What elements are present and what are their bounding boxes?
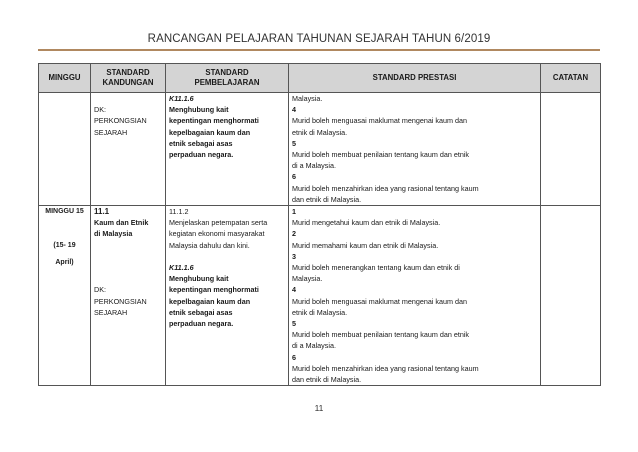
row2-date-line2: April) <box>55 258 74 266</box>
row1-dk-line1: PERKONGSIAN <box>94 116 147 126</box>
row2-pr-line: di a Malaysia. <box>292 341 336 351</box>
title-underline <box>38 49 600 51</box>
page-number: 11 <box>314 403 324 413</box>
row1-standard-kandungan <box>91 93 166 206</box>
rpt-table <box>38 63 601 386</box>
row1-sp-line: Menghubung kait <box>169 105 229 115</box>
row1-catatan <box>541 93 601 206</box>
row1-pr-level: 6 <box>292 172 296 182</box>
header-standard-prestasi: STANDARD PRESTASI <box>289 64 541 93</box>
header-catatan: CATATAN <box>541 64 601 93</box>
row2-minggu <box>39 206 91 386</box>
row1-minggu <box>39 93 91 206</box>
row2-sp-b-line: Menghubung kait <box>169 274 229 284</box>
row2-pr-line: Malaysia. <box>292 274 323 284</box>
row1-pr-level: 5 <box>292 138 296 148</box>
table-row <box>39 206 601 386</box>
row2-sk-title-line2: di Malaysia <box>94 229 133 239</box>
row1-pr-line: dan etnik di Malaysia. <box>292 194 362 204</box>
row1-pr-line: di a Malaysia. <box>292 161 336 171</box>
row1-pr-line: Murid boleh menguasai maklumat mengenai kaum dan <box>292 116 467 126</box>
row2-dk-line2: SEJARAH <box>94 307 128 317</box>
header-sp-line1: STANDARD <box>205 68 249 77</box>
row2-pr-line: Murid boleh membuat penilaian tentang kaum dan etnik <box>292 330 470 340</box>
row2-standard-pembelajaran <box>166 206 289 386</box>
row1-pr-line: Malaysia. <box>292 94 323 103</box>
row1-sp-line: etnik sebagai asas <box>169 138 233 148</box>
row2-sp-b-line: etnik sebagai asas <box>169 307 233 317</box>
row1-sp-line: kepentingan menghormati <box>169 116 259 126</box>
table-header-row <box>39 64 601 93</box>
row1-pr-level: 4 <box>292 105 296 115</box>
row2-pr-level: 3 <box>292 251 296 261</box>
row1-sp-line: perpaduan negara. <box>169 150 234 160</box>
row1-sp-line: kepelbagaian kaum dan <box>169 127 251 137</box>
header-sk-line2: KANDUNGAN <box>102 78 154 87</box>
header-minggu: MINGGU <box>39 64 91 93</box>
row2-pr-line: Murid boleh menguasai maklumat mengenai kaum dan <box>292 296 467 306</box>
row2-pr-line: Murid mengetahui kaum dan etnik di Malaysia. <box>292 218 441 228</box>
row2-sp-b-line: perpaduan negara. <box>169 319 234 329</box>
row1-pr-line: etnik di Malaysia. <box>292 127 348 137</box>
row2-pr-line: Murid boleh menzahirkan idea yang rasional tentang kaum <box>292 363 479 373</box>
row2-dk-line1: PERKONGSIAN <box>94 296 147 306</box>
row2-pr-level: 4 <box>292 285 296 295</box>
row2-sp-a-line: Malaysia dahulu dan kini. <box>169 240 250 250</box>
header-standard-kandungan <box>91 64 166 93</box>
row1-standard-prestasi <box>289 93 541 206</box>
row2-sp-code-a: 11.1.2 <box>169 207 189 217</box>
row2-date-line1: (15- 19 <box>53 241 76 249</box>
row1-pr-line: Murid boleh membuat penilaian tentang kaum dan etnik <box>292 150 470 160</box>
row2-pr-level: 1 <box>292 207 296 217</box>
row2-pr-line: Murid boleh menerangkan tentang kaum dan etnik di <box>292 263 460 273</box>
row2-sk-code: 11.1 <box>94 207 110 217</box>
header-sp-line2: PEMBELAJARAN <box>194 78 260 87</box>
row2-catatan <box>541 206 601 386</box>
row2-pr-line: dan etnik di Malaysia. <box>292 375 362 385</box>
header-sk-line1: STANDARD <box>106 68 150 77</box>
row2-sp-a-line: Menjelaskan petempatan serta <box>169 218 268 228</box>
row2-pr-level: 2 <box>292 229 296 239</box>
row1-sp-code: K11.1.6 <box>169 94 194 103</box>
row2-sp-b-line: kepentingan menghormati <box>169 285 259 295</box>
row2-sp-code-b: K11.1.6 <box>169 263 194 273</box>
row2-sp-a-line: kegiatan ekonomi masyarakat <box>169 229 265 239</box>
row1-pr-line: Murid boleh menzahirkan idea yang rasional tentang kaum <box>292 183 479 193</box>
page-title: RANCANGAN PELAJARAN TAHUNAN SEJARAH TAHUN 6/2019 <box>147 33 491 45</box>
row2-pr-line: etnik di Malaysia. <box>292 307 348 317</box>
row2-standard-prestasi <box>289 206 541 386</box>
header-standard-pembelajaran <box>166 64 289 93</box>
row2-week-label: MINGGU 15 <box>45 208 84 216</box>
row2-pr-line: Murid memahami kaum dan etnik di Malaysia. <box>292 240 439 250</box>
row1-standard-pembelajaran <box>166 93 289 206</box>
row2-standard-kandungan <box>91 206 166 386</box>
row2-pr-level: 6 <box>292 352 296 362</box>
row1-dk-label: DK: <box>94 105 106 115</box>
table-row <box>39 93 601 206</box>
row2-pr-level: 5 <box>292 319 296 329</box>
row1-dk-line2: SEJARAH <box>94 127 128 137</box>
row2-sk-title-line1: Kaum dan Etnik <box>94 218 149 228</box>
row2-sp-b-line: kepelbagaian kaum dan <box>169 296 251 306</box>
row2-dk-label: DK: <box>94 285 106 295</box>
